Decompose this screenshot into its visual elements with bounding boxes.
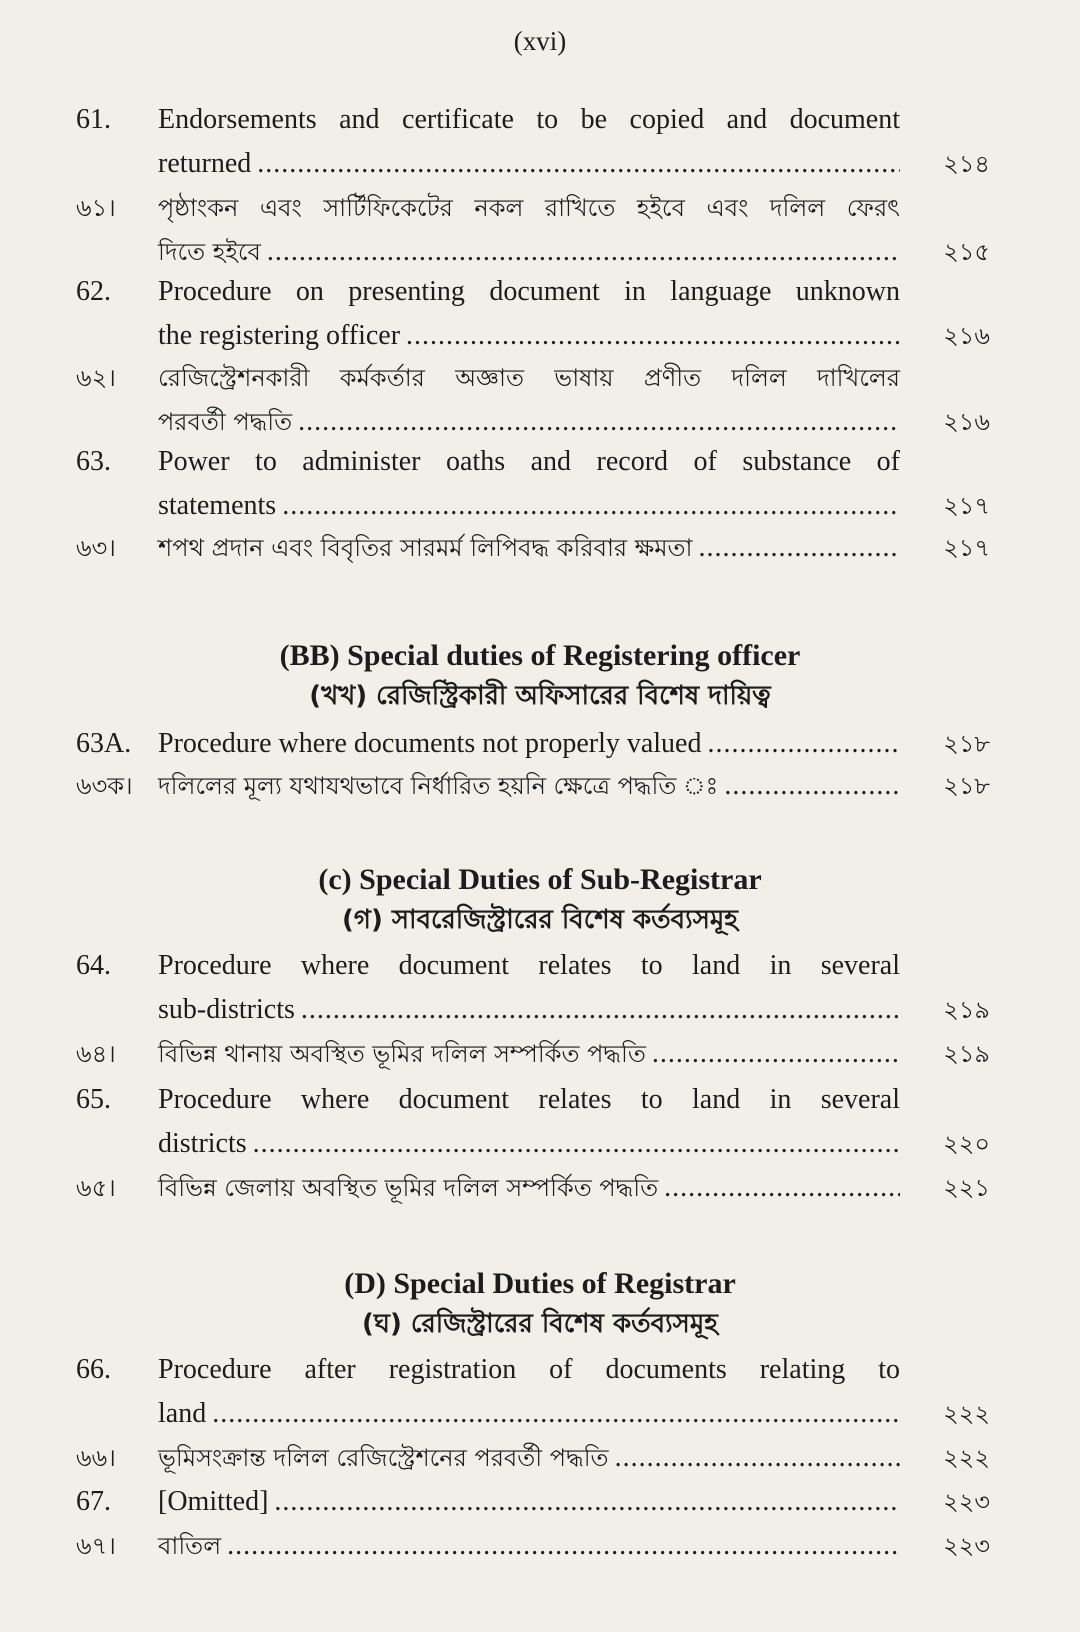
leader-dots	[274, 1480, 900, 1524]
toc-entry	[76, 1032, 990, 1076]
entry-title-line1: Power to administer oaths and record of substance of	[158, 446, 900, 477]
section-number: 63A.	[76, 728, 132, 759]
page-ref: ২১৭	[943, 492, 990, 520]
toc-entry	[76, 1078, 990, 1166]
entry-title-line1: রেজিস্ট্রেশনকারী কর্মকর্তার অজ্ঞাত ভাষায় প্রণীত দলিল দাখিলের	[158, 364, 900, 392]
toc-entry	[76, 722, 990, 766]
page-ref: ২১৮	[943, 730, 990, 758]
entry-title-line2: returned	[158, 148, 252, 179]
entry-title: ভূমিসংক্রান্ত দলিল রেজিস্ট্রেশনের পরবর্তী পদ্ধতি	[158, 1444, 609, 1472]
page-ref: ২২৩	[943, 1488, 990, 1516]
leader-dots	[253, 1122, 900, 1166]
leader-dots	[664, 1166, 900, 1210]
entry-title-line2: পরবর্তী পদ্ধতি	[158, 408, 293, 436]
section-number: ৬৩ক।	[76, 772, 133, 800]
leader-dots	[282, 484, 900, 528]
entry-title-line2: land	[158, 1398, 207, 1429]
entry-title-line1: Procedure on presenting document in language unknown	[158, 276, 900, 307]
toc-entry	[76, 944, 990, 1032]
page-ref: ২১৭	[943, 534, 990, 562]
section-number: ৬১।	[76, 194, 116, 222]
toc-entry	[76, 186, 990, 274]
entry-title: বিভিন্ন থানায় অবস্থিত ভূমির দলিল সম্পর্কিত পদ্ধতি	[158, 1040, 646, 1068]
page-ref: ২১৪	[943, 150, 990, 178]
page-ref: ২২২	[943, 1444, 990, 1472]
section-heading	[0, 860, 1080, 940]
toc-entry	[76, 270, 990, 358]
page-ref: ২২৩	[943, 1532, 990, 1560]
toc-entry	[76, 1524, 990, 1568]
leader-dots	[699, 526, 901, 570]
page-ref: ২১৫	[943, 238, 990, 266]
leader-dots	[707, 722, 900, 766]
section-number: ৬৩।	[76, 534, 116, 562]
toc-entry	[76, 1166, 990, 1210]
entry-title: Procedure where documents not properly valued	[158, 728, 702, 759]
section-number: ৬৪।	[76, 1040, 116, 1068]
leader-dots	[615, 1436, 900, 1480]
page-ref: ২১৬	[943, 408, 990, 436]
toc-entry	[76, 356, 990, 444]
toc-entry	[76, 1436, 990, 1480]
entry-title-line2: statements	[158, 490, 277, 521]
entry-title-line1: Procedure where document relates to land in several	[158, 1084, 900, 1115]
heading-english: (c) Special Duties of Sub-Registrar	[318, 863, 762, 896]
leader-dots	[267, 230, 900, 274]
section-number: 65.	[76, 1084, 111, 1115]
entry-title: বিভিন্ন জেলায় অবস্থিত ভূমির দলিল সম্পর্কিত পদ্ধতি	[158, 1174, 659, 1202]
toc-entry	[76, 98, 990, 186]
section-number: ৬২।	[76, 364, 116, 392]
toc-entry	[76, 1480, 990, 1524]
section-heading	[0, 636, 1080, 716]
entry-title-line1: Procedure where document relates to land in several	[158, 950, 900, 981]
section-number: 64.	[76, 950, 111, 981]
heading-english: (D) Special Duties of Registrar	[344, 1267, 736, 1300]
page-ref: ২১৯	[943, 1040, 990, 1068]
leader-dots	[298, 400, 900, 444]
entry-title: [Omitted]	[158, 1486, 269, 1517]
page-ref: ২২২	[943, 1400, 990, 1428]
heading-english: (BB) Special duties of Registering officer	[279, 639, 801, 672]
section-number: ৬৫।	[76, 1174, 116, 1202]
section-heading	[0, 1264, 1080, 1344]
heading-bengali: (খখ) রেজিস্ট্রিকারী অফিসারের বিশেষ দায়িত্ব	[309, 681, 771, 711]
leader-dots	[257, 142, 900, 186]
leader-dots	[652, 1032, 900, 1076]
entry-title-line2: the registering officer	[158, 320, 401, 351]
entry-title-line2: sub-districts	[158, 994, 295, 1025]
leader-dots	[724, 764, 900, 808]
page-ref: ২২০	[943, 1130, 990, 1158]
page-ref: ২১৮	[943, 772, 990, 800]
leader-dots	[301, 988, 900, 1032]
toc-entry	[76, 1348, 990, 1436]
section-number: 62.	[76, 276, 111, 307]
heading-bengali: (ঘ) রেজিস্ট্রারের বিশেষ কর্তব্যসমূহ	[362, 1309, 718, 1339]
page-ref: ২২১	[943, 1174, 990, 1202]
entry-title-line1: পৃষ্ঠাংকন এবং সার্টিফিকেটের নকল রাখিতে হইবে এবং দলিল ফেরৎ	[158, 194, 900, 222]
section-number: ৬৬।	[76, 1444, 116, 1472]
leader-dots	[406, 314, 900, 358]
toc-entry	[76, 526, 990, 570]
page-number: (xvi)	[513, 26, 567, 56]
heading-bengali: (গ) সাবরেজিস্ট্রারের বিশেষ কর্তব্যসমূহ	[342, 905, 738, 935]
toc-entry	[76, 440, 990, 528]
entry-title-line2: districts	[158, 1128, 247, 1159]
entry-title: বাতিল	[158, 1532, 222, 1560]
leader-dots	[212, 1392, 900, 1436]
section-number: 63.	[76, 446, 111, 477]
entry-title: শপথ প্রদান এবং বিবৃতির সারমর্ম লিপিবদ্ধ করিবার ক্ষমতা	[158, 534, 693, 562]
toc-entry	[76, 764, 990, 808]
page-ref: ২১৬	[943, 322, 990, 350]
leader-dots	[227, 1524, 900, 1568]
page-ref: ২১৯	[943, 996, 990, 1024]
entry-title-line1: Procedure after registration of documents relating to	[158, 1354, 900, 1385]
entry-title-line1: Endorsements and certificate to be copied and document	[158, 104, 900, 135]
entry-title: দলিলের মূল্য যথাযথভাবে নির্ধারিত হয়নি ক্ষেত্রে পদ্ধতি ঃ	[158, 772, 719, 800]
section-number: ৬৭।	[76, 1532, 116, 1560]
entry-title-line2: দিতে হইবে	[158, 238, 261, 266]
section-number: 67.	[76, 1486, 111, 1517]
section-number: 66.	[76, 1354, 111, 1385]
section-number: 61.	[76, 104, 111, 135]
